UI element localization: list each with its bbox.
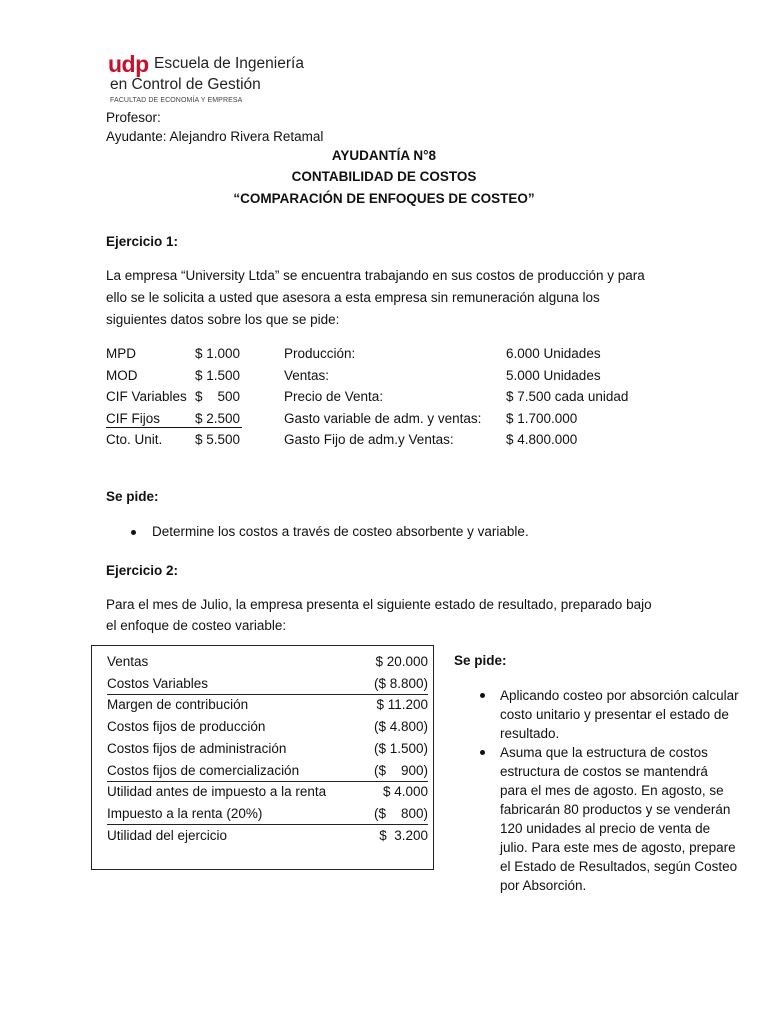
ex1-row — [0, 432, 768, 454]
statement-row — [107, 697, 428, 715]
logo-brand: udp — [108, 51, 149, 77]
ex2-task-1-line: resultado. — [500, 726, 560, 741]
ex2-se-pide: Se pide: — [454, 653, 507, 668]
statement-value: $ 20.000 — [375, 654, 428, 669]
ex2-intro-line-2: el enfoque de costeo variable: — [106, 618, 287, 633]
ex1-row — [0, 389, 768, 411]
ex1-cell: Producción: — [284, 346, 356, 361]
ex1-intro-line-1: La empresa “University Ltda” se encuentra trabajando en sus costos de producción y para — [106, 268, 645, 283]
statement-label: Costos fijos de producción — [107, 719, 266, 734]
logo-line-1: Escuela de Ingeniería — [154, 55, 304, 72]
bullet-icon — [480, 750, 485, 755]
ex1-cell: $ 7.500 cada unidad — [506, 389, 629, 404]
ex2-task-2-line: para el mes de agosto. En agosto, se — [500, 783, 724, 798]
ex1-row — [0, 411, 768, 433]
ex2-task-1-line: costo unitario y presentar el estado de — [500, 707, 729, 722]
ex1-cell: $ 4.800.000 — [506, 432, 578, 447]
statement-value: ($ 8.800) — [373, 676, 428, 691]
logo-line-3: FACULTAD DE ECONOMÍA Y EMPRESA — [110, 97, 243, 104]
statement-value: ($ 4.800) — [373, 719, 428, 734]
ex1-cell: $ 1.700.000 — [506, 411, 578, 426]
ex1-cell: CIF Variables — [106, 389, 187, 404]
statement-row — [107, 828, 428, 846]
statement-label: Costos fijos de comercialización — [107, 763, 300, 778]
ex2-task-2-line: estructura de costos se mantendrá — [500, 764, 708, 779]
ex2-task-2-line: fabricarán 80 productos y se venderán — [500, 802, 731, 817]
ex2-task-1-line: Aplicando costeo por absorción calcular — [500, 688, 739, 703]
statement-value: ($ 900) — [373, 763, 428, 778]
bullet-icon — [131, 530, 136, 535]
ex2-task-2-line: el Estado de Resultados, según Costeo — [500, 859, 738, 874]
ex1-intro-line-3: siguientes datos sobre los que se pide: — [106, 312, 340, 327]
ex1-task: Determine los costos a través de costeo absorbente y variable. — [152, 524, 529, 539]
ex1-cell: $ 1.000 — [195, 346, 241, 361]
ex1-cell: 5.000 Unidades — [506, 368, 601, 383]
statement-row — [107, 741, 428, 759]
title-ayudantia: AYUDANTÍA N°8 — [331, 148, 437, 163]
ex1-cell: MPD — [106, 346, 136, 361]
ex1-cell: $ 500 — [195, 389, 241, 404]
statement-row — [107, 763, 428, 782]
ex2-task-2-line: 120 unidades al precio de venta de — [500, 821, 711, 836]
statement-label: Costos fijos de administración — [107, 741, 287, 756]
statement-label: Impuesto a la renta (20%) — [107, 806, 263, 821]
statement-value: $ 3.200 — [379, 828, 428, 843]
statement-value: ($ 1.500) — [373, 741, 428, 756]
statement-value: ($ 800) — [373, 806, 428, 821]
ex1-heading: Ejercicio 1: — [106, 234, 179, 249]
ex1-cell: Gasto Fijo de adm.y Ventas: — [284, 432, 454, 447]
statement-row — [107, 676, 428, 695]
logo-line-2: en Control de Gestión — [110, 76, 261, 93]
statement-row — [107, 784, 428, 802]
ex2-heading: Ejercicio 2: — [106, 563, 179, 578]
ex1-cell: MOD — [106, 368, 138, 383]
statement-label: Margen de contribución — [107, 697, 249, 712]
statement-label: Utilidad antes de impuesto a la renta — [107, 784, 327, 799]
ex1-intro-line-2: ello se le solicita a usted que asesora a esta empresa sin remuneración alguna los — [106, 290, 600, 305]
statement-row — [107, 806, 428, 825]
statement-value: $ 4.000 — [382, 784, 428, 799]
ex1-cell: Gasto variable de adm. y ventas: — [284, 411, 482, 426]
profesor-label: Profesor: — [106, 110, 161, 125]
ex1-cell: $ 2.500 — [195, 411, 241, 426]
title-contabilidad: CONTABILIDAD DE COSTOS — [291, 169, 477, 184]
ex1-cell: Cto. Unit. — [106, 432, 163, 447]
statement-label: Costos Variables — [107, 676, 209, 691]
statement-label: Utilidad del ejercicio — [107, 828, 228, 843]
ex2-task-1 — [500, 686, 768, 743]
ayudante-label: Ayudante: Alejandro Rivera Retamal — [106, 129, 324, 144]
ex2-intro-line-1: Para el mes de Julio, la empresa presenta el siguiente estado de resultado, preparado bajo — [106, 597, 652, 612]
ex1-cell: 6.000 Unidades — [506, 346, 601, 361]
income-statement-box — [91, 645, 434, 870]
statement-value: $ 11.200 — [376, 697, 428, 712]
ex2-task-2-line: por Absorción. — [500, 878, 587, 893]
ex1-cell: CIF Fijos — [106, 411, 160, 426]
ex1-cell: Ventas: — [284, 368, 330, 383]
ex2-task-2 — [500, 743, 768, 895]
statement-label: Ventas — [107, 654, 149, 669]
statement-row — [107, 719, 428, 737]
ex1-se-pide: Se pide: — [106, 489, 159, 504]
bullet-icon — [480, 693, 485, 698]
ex1-cell: $ 5.500 — [195, 432, 241, 447]
title-comparacion: “COMPARACIÓN DE ENFOQUES DE COSTEO” — [233, 191, 535, 206]
ex1-cell: $ 1.500 — [195, 368, 241, 383]
statement-row — [107, 654, 428, 672]
ex2-task-2-line: Asuma que la estructura de costos — [500, 745, 708, 760]
ex2-task-2-line: julio. Para este mes de agosto, prepare — [500, 840, 736, 855]
ex1-cell: Precio de Venta: — [284, 389, 384, 404]
ex1-row — [0, 368, 768, 390]
ex1-row — [0, 346, 768, 368]
